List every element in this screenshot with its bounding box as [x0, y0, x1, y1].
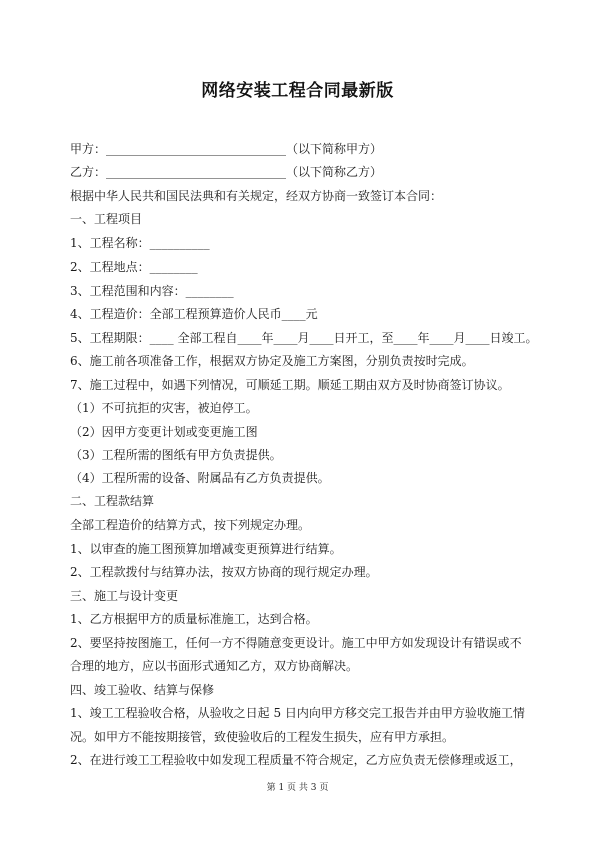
clause-line: 2、在进行竣工工程验收中如发现工程质量不符合规定，乙方应负责无偿修理或返工， — [70, 753, 522, 767]
sub-clause-line: （2）因甲方变更计划或变更施工图 — [70, 425, 258, 439]
sub-clause-line: （3）工程所需的图纸有甲方负责提供。 — [70, 448, 282, 462]
party-a-line: 甲方：______________________________（以下简称甲方） — [70, 142, 383, 156]
sub-clause-line: （4）工程所需的设备、附属品有乙方负责提供。 — [70, 471, 330, 485]
section-heading-1: 一、工程项目 — [70, 212, 143, 226]
clause-line: 4、工程造价：全部工程预算造价人民币____元 — [70, 307, 318, 321]
clause-line: 全部工程造价的结算方式，按下列规定办理。 — [70, 518, 311, 532]
section-heading-2: 二、工程款结算 — [70, 494, 155, 508]
clause-line: 3、工程范围和内容：________ — [70, 284, 234, 298]
clause-line: 2、工程款拨付与结算办法，按双方协商的现行规定办理。 — [70, 565, 378, 579]
clause-line: 2、工程地点：________ — [70, 260, 198, 274]
clause-line: 1、乙方根据甲方的质量标准施工，达到合格。 — [70, 612, 318, 626]
clause-line: 5、工程期限：____ 全部工程自____年____月____日开工，至____年____月____日竣工。 — [70, 331, 538, 345]
section-heading-4: 四、竣工验收、结算与保修 — [70, 683, 215, 697]
party-b-line: 乙方：______________________________（以下简称乙方） — [70, 165, 383, 179]
page-footer: 第 1 页 共 3 页 — [266, 783, 329, 793]
clause-line: 7、施工过程中，如遇下列情况，可顺延工期。顺延工期由双方及时协商签订协议。 — [70, 378, 510, 392]
section-heading-3: 三、施工与设计变更 — [70, 589, 179, 603]
clause-line: 1、工程名称：__________ — [70, 236, 210, 250]
clause-line-continued: 合理的地方，应以书面形式通知乙方，双方协商解决。 — [70, 659, 359, 673]
document-title: 网络安装工程合同最新版 — [201, 81, 394, 101]
clause-line: 1、以审查的施工图预算加增减变更预算进行结算。 — [70, 542, 342, 556]
clause-line: 6、施工前各项准备工作，根据双方协定及施工方案图，分别负责按时完成。 — [70, 354, 474, 368]
clause-line: 1、竣工工程验收合格，从验收之日起 5 日内向甲方移交完工报告并由甲方验收施工情 — [70, 706, 525, 720]
preamble: 根据中华人民共和国民法典和有关规定，经双方协商一致签订本合同： — [70, 189, 443, 203]
sub-clause-line: （1）不可抗拒的灾害，被迫停工。 — [70, 401, 258, 415]
clause-line-continued: 况。如甲方不能按期接管，致使验收后的工程发生损失，应有甲方承担。 — [70, 730, 455, 744]
clause-line: 2、要坚持按图施工，任何一方不得随意变更设计。施工中甲方如发现设计有错误或不 — [70, 636, 522, 650]
